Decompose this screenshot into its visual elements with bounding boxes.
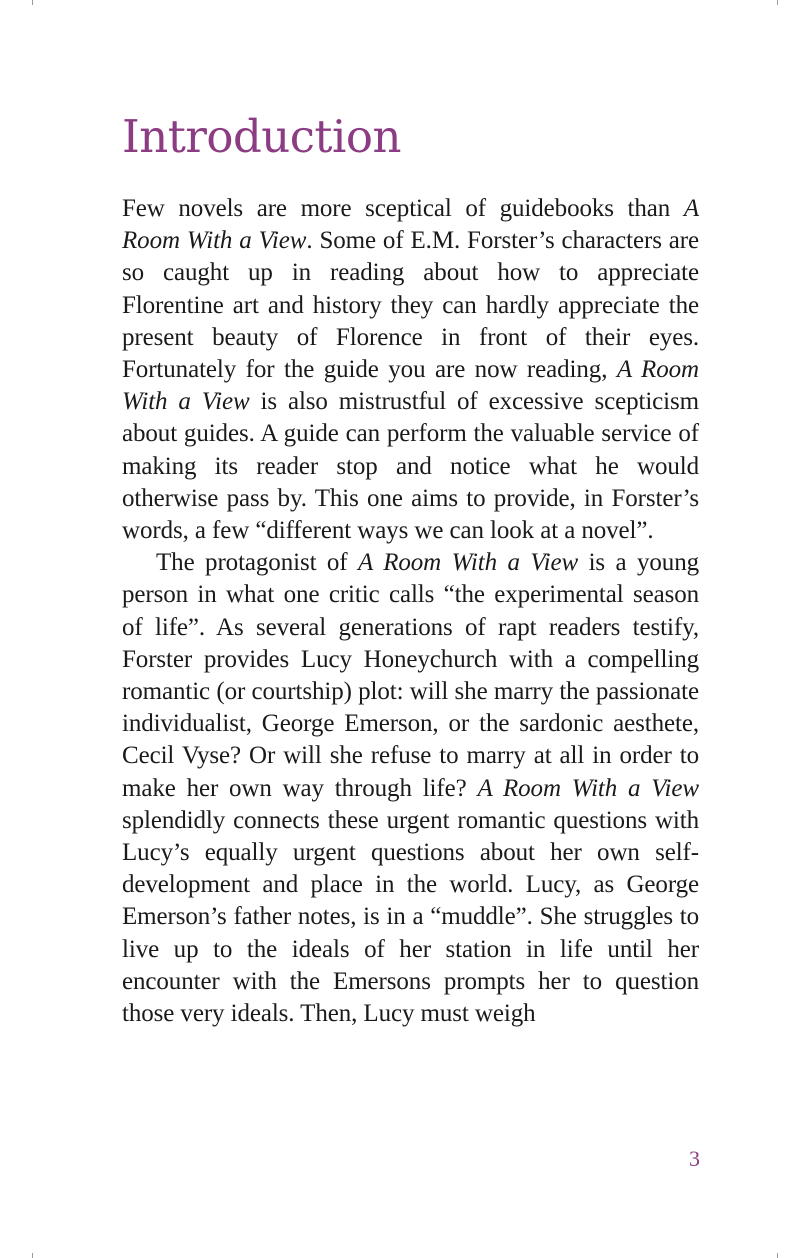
crop-mark-top-left xyxy=(32,0,33,5)
book-title-italic: A Room With a View xyxy=(477,774,699,802)
paragraph-2-segment-3: is a young person in what one critic calls “the experimental season of life”. As several generations of rapt readers testify, Forster provides Lucy Honeychurch with a compelling romantic (or courtship) plot: will she marry the passionate individualist, George Emerson, or the sardonic aesthete, Cecil Vyse? Or will she refuse to marry at all in order to make her own way through life? xyxy=(122,549,699,802)
page-number: 3 xyxy=(689,1146,700,1171)
paragraph-2-segment-5: splendidly connects these urgent romantic questions with Lucy’s equally urgent questions about her own self-development and place in the world. Lucy, as George Emerson’s father notes, is in a “muddle”. She struggles to live up to the ideals of her station in life until her encounter with the Emersons prompts her to question those very ideals. Then, Lucy must weigh xyxy=(122,806,699,1028)
paragraph-1-segment-5: is also mistrustful of excessive scepticism about guides. A guide can perform the valuable service of making its reader stop and notice what he would otherwise pass by. This one aims to provide, in Forster’s words, a few “different ways we can look at a novel”. xyxy=(122,388,700,545)
paragraph-1-segment-3: . Some of E.M. Forster’s characters are so caught up in reading about how to appreciate Florentine art and history they can hardly appreciate the present beauty of Florence in front of their eyes. Fortunately for the guide you are now reading, xyxy=(122,227,699,384)
book-title-italic: A Room With a View xyxy=(122,195,699,255)
book-title-italic: A Room With a View xyxy=(122,356,699,416)
paragraph-2-segment-1: The protagonist of xyxy=(156,549,358,577)
crop-mark-bottom-right xyxy=(777,1253,778,1258)
paragraph-2 xyxy=(122,547,699,1030)
crop-mark-top-right xyxy=(777,0,778,5)
paragraph-1 xyxy=(122,193,699,547)
page-content xyxy=(122,108,699,1030)
paragraph-1-segment-1: Few novels are more sceptical of guidebooks than xyxy=(122,195,684,222)
body-text xyxy=(122,193,699,1030)
book-title-italic: A Room With a View xyxy=(358,549,579,577)
crop-mark-bottom-left xyxy=(32,1253,33,1258)
page-title: Introduction xyxy=(122,110,401,163)
